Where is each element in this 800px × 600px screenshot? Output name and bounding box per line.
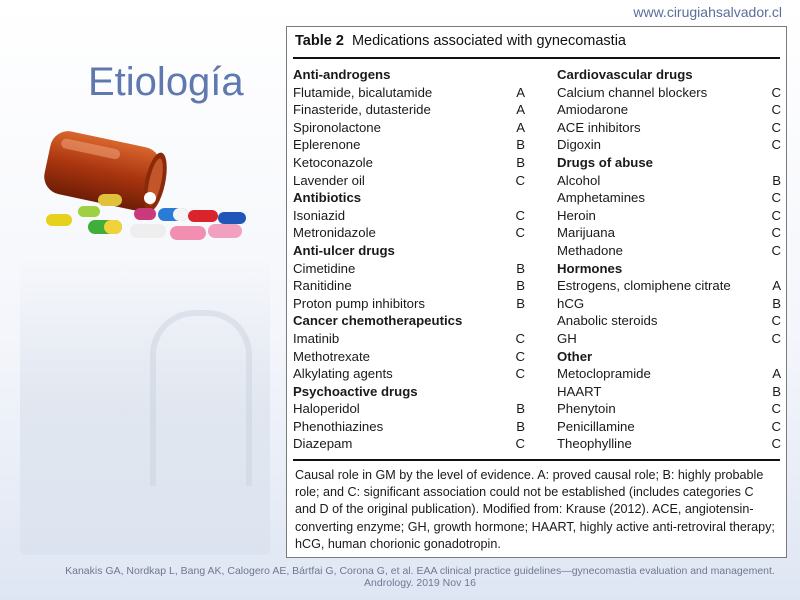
table-row — [557, 242, 781, 260]
background-arch — [150, 310, 252, 486]
category-name: Cardiovascular drugs — [557, 67, 693, 82]
table-bottom-rule — [293, 459, 780, 461]
category-name: Hormones — [557, 260, 623, 276]
evidence-level: C — [515, 348, 525, 364]
table-row — [293, 277, 525, 295]
table-row — [557, 277, 781, 295]
evidence-level: C — [515, 207, 525, 223]
table-row — [293, 295, 525, 313]
table-row — [293, 136, 525, 154]
evidence-level: C — [771, 102, 781, 118]
table-row — [293, 84, 525, 102]
table-left-column — [293, 66, 525, 453]
evidence-level: C — [771, 137, 781, 153]
drug-name: Cimetidine — [293, 260, 356, 276]
evidence-level: C — [515, 225, 525, 241]
table-row — [557, 189, 781, 207]
evidence-level: C — [771, 242, 781, 258]
drug-name: Marijuana — [557, 225, 615, 241]
evidence-level: C — [771, 313, 781, 329]
site-url: www.cirugiahsalvador.cl — [633, 4, 782, 20]
table-category — [293, 189, 525, 207]
table-row — [557, 224, 781, 242]
table-row — [557, 172, 781, 190]
drug-name: Anabolic steroids — [557, 313, 658, 329]
evidence-level: B — [516, 295, 525, 311]
table-row — [293, 330, 525, 348]
evidence-level: A — [772, 366, 781, 382]
evidence-level: B — [516, 154, 525, 170]
table-row — [293, 400, 525, 418]
evidence-level: B — [772, 295, 781, 311]
drug-name: Spironolactone — [293, 119, 381, 135]
category-name: Anti-androgens — [293, 67, 391, 82]
slide-title: Etiología — [88, 60, 244, 104]
drug-name: Isoniazid — [293, 207, 346, 223]
evidence-level: C — [515, 436, 525, 452]
pill-bottle-icon — [38, 128, 268, 248]
drug-name: Theophylline — [557, 436, 632, 452]
drug-name: Ranitidine — [293, 278, 352, 294]
category-name: Psychoactive drugs — [293, 383, 418, 399]
drug-name: Flutamide, bicalutamide — [293, 84, 433, 100]
drug-name: Phenytoin — [557, 401, 616, 417]
drug-name: Haloperidol — [293, 401, 360, 417]
drug-name: Finasteride, dutasteride — [293, 102, 431, 118]
table-row — [557, 101, 781, 119]
drug-name: Alkylating agents — [293, 366, 393, 382]
table-row — [293, 260, 525, 278]
evidence-level: B — [516, 418, 525, 434]
evidence-level: A — [516, 102, 525, 118]
table-row — [557, 312, 781, 330]
evidence-level: C — [771, 436, 781, 452]
evidence-level: C — [771, 84, 781, 100]
table-row — [293, 119, 525, 137]
citation: Kanakis GA, Nordkap L, Bang AK, Calogero AE, Bártfai G, Corona G, et al. EAA clinical practice guidelines—gynecomastia evaluation and management. Andrology. 2019 Nov 16 — [65, 565, 775, 589]
table-row — [293, 172, 525, 190]
drug-name: Metronidazole — [293, 225, 376, 241]
drug-name: Ketoconazole — [293, 154, 373, 170]
evidence-level: C — [515, 330, 525, 346]
table-row — [557, 400, 781, 418]
table-row — [557, 365, 781, 383]
evidence-level: B — [516, 137, 525, 153]
table-top-rule — [293, 57, 780, 59]
drug-name: Calcium channel blockers — [557, 84, 708, 100]
drug-name: Diazepam — [293, 436, 353, 452]
drug-name: Imatinib — [293, 330, 340, 346]
category-name: Other — [557, 348, 593, 364]
table-row — [557, 136, 781, 154]
table-category — [557, 66, 781, 84]
evidence-level: C — [771, 190, 781, 206]
medications-table — [286, 26, 787, 558]
table-category — [557, 260, 781, 278]
table-row — [557, 435, 781, 453]
drug-name: Lavender oil — [293, 172, 365, 188]
table-row — [557, 119, 781, 137]
evidence-level: C — [515, 366, 525, 382]
table-row — [557, 84, 781, 102]
drug-name: Methadone — [557, 242, 623, 258]
drug-name: Heroin — [557, 207, 596, 223]
table-row — [557, 330, 781, 348]
table-right-column — [557, 66, 781, 453]
category-name: Anti-ulcer drugs — [293, 242, 395, 258]
drug-name: HAART — [557, 383, 602, 399]
drug-name: Digoxin — [557, 137, 601, 153]
table-row — [293, 224, 525, 242]
table-row — [557, 207, 781, 225]
table-category — [293, 66, 525, 84]
drug-name: Methotrexate — [293, 348, 370, 364]
drug-name: ACE inhibitors — [557, 119, 641, 135]
drug-name: Alcohol — [557, 172, 601, 188]
drug-name: Amiodarone — [557, 102, 629, 118]
drug-name: Amphetamines — [557, 190, 645, 206]
category-name: Drugs of abuse — [557, 154, 653, 170]
table-row — [293, 435, 525, 453]
evidence-level: C — [771, 418, 781, 434]
evidence-level: A — [772, 278, 781, 294]
category-name: Cancer chemotherapeutics — [293, 313, 463, 329]
evidence-level: B — [772, 383, 781, 399]
table-label: Table 2 — [295, 33, 344, 49]
drug-name: GH — [557, 330, 577, 346]
evidence-level: C — [515, 172, 525, 188]
table-row — [293, 418, 525, 436]
category-name: Antibiotics — [293, 190, 362, 206]
evidence-level: B — [516, 278, 525, 294]
table-row — [293, 154, 525, 172]
table-row — [557, 418, 781, 436]
drug-name: Estrogens, clomiphene citrate — [557, 278, 731, 294]
table-row — [293, 348, 525, 366]
table-category — [293, 383, 525, 401]
table-category — [293, 242, 525, 260]
table-row — [293, 365, 525, 383]
evidence-level: C — [771, 207, 781, 223]
drug-name: Penicillamine — [557, 418, 635, 434]
table-row — [557, 295, 781, 313]
drug-name: Proton pump inhibitors — [293, 295, 425, 311]
table-category — [557, 348, 781, 366]
table-row — [557, 383, 781, 401]
table-footnote: Causal role in GM by the level of evidence. A: proved causal role; B: highly probable role; and C: significant association could not be established (includes categories C and D of the original publication). Modified from: Krause (2012). ACE, angiotensin-converting enzyme; GH, growth hormone; HAART, highly active anti-retroviral therapy; hCG, human chorionic gonadotropin. — [295, 468, 775, 551]
drug-name: Phenothiazines — [293, 418, 384, 434]
evidence-level: C — [771, 225, 781, 241]
drug-name: Metoclopramide — [557, 366, 651, 382]
evidence-level: B — [516, 401, 525, 417]
table-row — [293, 207, 525, 225]
table-title — [295, 33, 626, 49]
table-title-text: Medications associated with gynecomastia — [351, 33, 626, 49]
evidence-level: C — [771, 401, 781, 417]
table-category — [557, 154, 781, 172]
evidence-level: A — [516, 119, 525, 135]
evidence-level: A — [516, 84, 525, 100]
evidence-level: C — [771, 119, 781, 135]
drug-name: hCG — [557, 295, 585, 311]
table-category — [293, 312, 525, 330]
evidence-level: C — [771, 330, 781, 346]
evidence-level: B — [772, 172, 781, 188]
drug-name: Eplerenone — [293, 137, 361, 153]
table-row — [293, 101, 525, 119]
evidence-level: B — [516, 260, 525, 276]
